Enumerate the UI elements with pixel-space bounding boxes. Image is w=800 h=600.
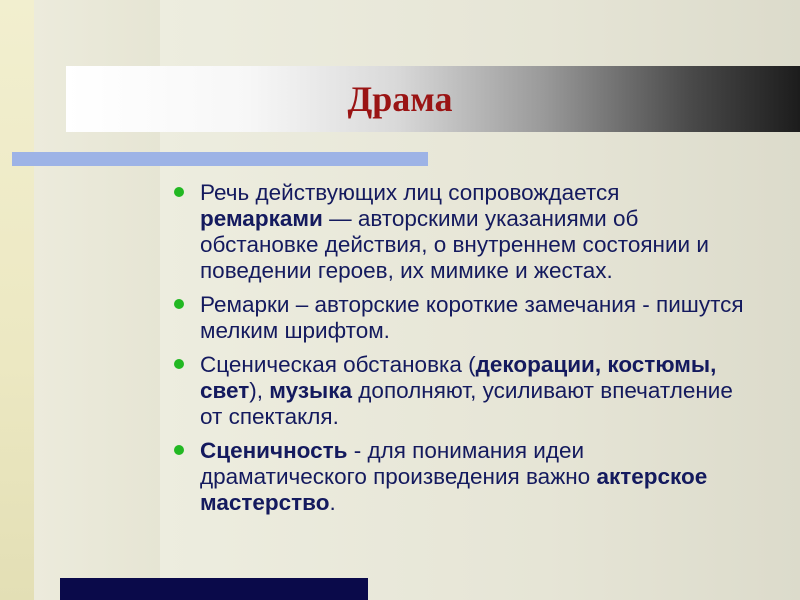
bullet-text: - для понимания идеи драматического произведения важно xyxy=(200,438,597,489)
bullet-text: — авторскими указаниями об обстановке действия, о внутреннем состоянии и поведении героев, их мимике и жестах. xyxy=(200,206,709,283)
bullet-bold-text: декорации, костюмы, свет xyxy=(200,352,717,403)
bullet-item xyxy=(168,292,748,344)
accent-line xyxy=(12,152,428,166)
slide-title-container xyxy=(0,66,800,132)
bullet-bold-text: актерское мастерство xyxy=(200,464,708,515)
bottom-bar xyxy=(60,578,368,600)
bullet-text: Ремарки – авторские короткие замечания - пишутся мелким шрифтом. xyxy=(200,292,744,343)
bullet-bold-text: Сценичность xyxy=(200,438,348,463)
slide-title: Драма xyxy=(347,79,453,119)
bullet-dot-icon xyxy=(174,187,184,197)
bullet-item xyxy=(168,438,748,516)
bullet-dot-icon xyxy=(174,359,184,369)
bullet-bold-text: музыка xyxy=(269,378,353,403)
bullet-dot-icon xyxy=(174,299,184,309)
bullet-bold-text: ремарками xyxy=(200,206,323,231)
bullet-item xyxy=(168,180,748,284)
bullet-text: дополняют, усиливают впечатление от спектакля. xyxy=(200,378,733,429)
bullet-text: Речь действующих лиц сопровождается xyxy=(200,180,620,205)
bullet-item xyxy=(168,352,748,430)
bullet-dot-icon xyxy=(174,445,184,455)
bullet-text: ), xyxy=(249,378,270,403)
bullet-list xyxy=(168,180,748,524)
bullet-text: Сценическая обстановка ( xyxy=(200,352,476,377)
bullet-text: . xyxy=(329,490,336,515)
